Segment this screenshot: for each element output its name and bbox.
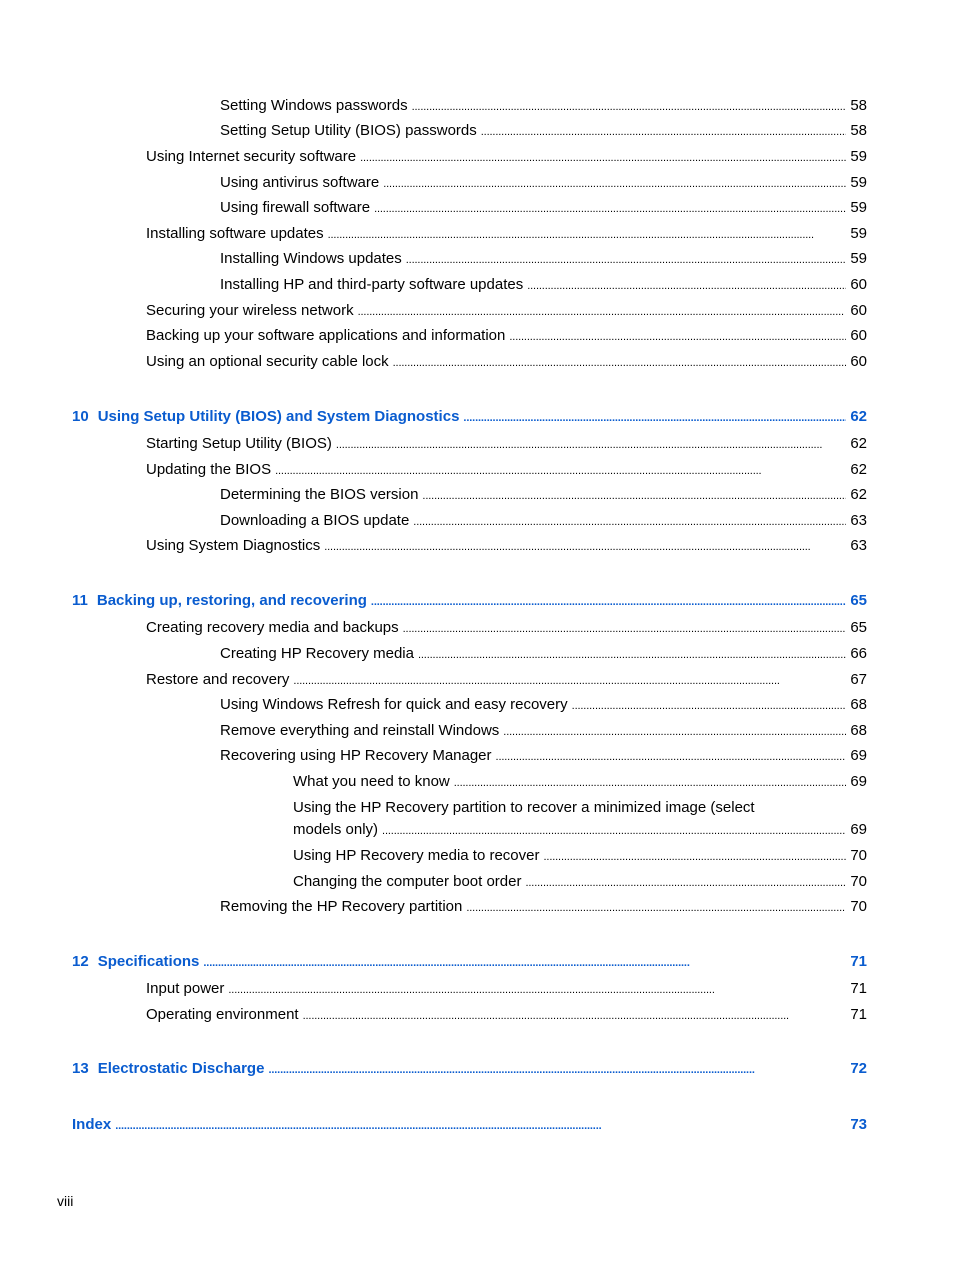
dot-leader	[115, 1114, 846, 1137]
dot-leader	[328, 223, 847, 246]
dot-leader	[374, 197, 846, 220]
dot-leader	[496, 745, 847, 768]
toc-entry-title: Using System Diagnostics	[146, 537, 321, 554]
toc-entry-page: 60	[850, 327, 867, 344]
chapter-title-text: Using Setup Utility (BIOS) and System Diagnostics	[97, 408, 460, 425]
toc-entry-title: Downloading a BIOS update	[220, 512, 410, 529]
toc-entry-title: Input power	[146, 980, 225, 997]
toc-chapter-title	[72, 406, 459, 428]
toc-entry[interactable]	[220, 745, 867, 768]
toc-entry[interactable]	[220, 720, 867, 743]
chapter-number: 10	[72, 408, 89, 425]
toc-index[interactable]	[72, 1114, 867, 1137]
toc-chapter-page: 71	[850, 953, 867, 970]
toc-index-page: 73	[850, 1116, 867, 1133]
toc-entry[interactable]	[146, 433, 867, 456]
toc-entry[interactable]	[146, 351, 867, 374]
toc-entry[interactable]	[220, 95, 867, 118]
toc-entry[interactable]	[220, 896, 867, 919]
toc-entry-title: Recovering using HP Recovery Manager	[220, 747, 492, 764]
toc-entry-page: 69	[850, 773, 867, 790]
chapter-number: 12	[72, 953, 89, 970]
toc-entry[interactable]	[293, 771, 867, 794]
toc-chapter-12[interactable]	[72, 951, 867, 974]
dot-leader	[358, 300, 847, 323]
toc-entry-title: Removing the HP Recovery partition	[220, 898, 463, 915]
dot-leader	[481, 120, 847, 143]
toc-chapter-13[interactable]	[72, 1058, 867, 1081]
page-number: viii	[57, 1193, 74, 1209]
toc-entry[interactable]	[220, 510, 867, 533]
toc-entry-page: 59	[850, 174, 867, 191]
toc-entry-page: 70	[850, 898, 867, 915]
toc-entry-title: What you need to know	[293, 773, 450, 790]
toc-entry[interactable]	[293, 819, 867, 842]
toc-entry-title: Determining the BIOS version	[220, 486, 419, 503]
dot-leader	[406, 248, 847, 271]
toc-entry[interactable]	[220, 484, 867, 507]
toc-entry-title: Setting Windows passwords	[220, 97, 408, 114]
toc-chapter-title	[72, 1058, 264, 1080]
dot-leader	[466, 896, 846, 919]
toc-entry-page: 71	[850, 1006, 867, 1023]
dot-leader	[360, 146, 846, 169]
toc-chapter-page: 65	[850, 592, 867, 609]
toc-entry-title: Installing HP and third-party software updates	[220, 276, 524, 293]
toc-entry-title: Using Internet security software	[146, 148, 357, 165]
dot-leader	[412, 95, 847, 118]
chapter-title-text: Backing up, restoring, and recovering	[96, 592, 367, 609]
dot-leader	[203, 951, 846, 974]
toc-entry-page: 69	[850, 747, 867, 764]
toc-entry-title: Installing software updates	[146, 225, 324, 242]
dot-leader	[454, 771, 847, 794]
toc-entry-page: 58	[850, 122, 867, 139]
toc-entry-page: 70	[850, 873, 867, 890]
toc-entry[interactable]	[146, 146, 867, 169]
dot-leader	[544, 845, 847, 868]
toc-entry[interactable]	[146, 300, 867, 323]
dot-leader	[393, 351, 847, 374]
toc-entry[interactable]	[293, 845, 867, 868]
toc-entry[interactable]	[146, 617, 867, 640]
dot-leader	[403, 617, 847, 640]
toc-entry[interactable]	[146, 1004, 867, 1027]
toc-chapter-title	[72, 951, 199, 973]
dot-leader	[383, 172, 846, 195]
dot-leader	[418, 643, 846, 666]
toc-chapter-page: 72	[850, 1060, 867, 1077]
toc-entry-page: 59	[850, 250, 867, 267]
dot-leader	[527, 274, 846, 297]
dot-leader	[336, 433, 846, 456]
toc-entry-page: 59	[850, 225, 867, 242]
toc-entry-page: 67	[850, 671, 867, 688]
dot-leader	[572, 694, 847, 717]
dot-leader	[303, 1004, 847, 1027]
toc-entry-title: Creating HP Recovery media	[220, 645, 414, 662]
toc-entry-title: Setting Setup Utility (BIOS) passwords	[220, 122, 477, 139]
toc-entry[interactable]	[293, 871, 867, 894]
toc-entry-title: Operating environment	[146, 1006, 299, 1023]
toc-entry-title: Using HP Recovery media to recover	[293, 847, 540, 864]
toc-entry-page: 66	[850, 645, 867, 662]
toc-entry-page: 65	[850, 619, 867, 636]
chapter-title-text: Electrostatic Discharge	[97, 1060, 265, 1077]
dot-leader	[228, 978, 846, 1001]
dot-leader	[382, 819, 846, 842]
toc-entry[interactable]	[220, 643, 867, 666]
dot-leader	[463, 406, 846, 429]
toc-entry-page: 60	[850, 302, 867, 319]
toc-entry-title: Securing your wireless network	[146, 302, 354, 319]
toc-entry-title: Updating the BIOS	[146, 461, 272, 478]
toc-entry[interactable]	[146, 325, 867, 348]
toc-entry-title: Using antivirus software	[220, 174, 380, 191]
toc-entry-page: 63	[850, 512, 867, 529]
toc-entry-title: models only)	[293, 821, 379, 838]
toc-entry-page: 60	[850, 353, 867, 370]
toc-chapter-page: 62	[850, 408, 867, 425]
toc-entry-page: 62	[850, 486, 867, 503]
toc-entry-title: Creating recovery media and backups	[146, 619, 399, 636]
toc-entry-page: 68	[850, 696, 867, 713]
dot-leader	[509, 325, 846, 348]
toc-chapter-10[interactable]	[72, 406, 867, 429]
toc-entry[interactable]	[146, 223, 867, 246]
toc-entry-title: Using firewall software	[220, 199, 371, 216]
toc-entry[interactable]	[220, 694, 867, 717]
chapter-number: 13	[72, 1060, 89, 1077]
toc-entry[interactable]	[146, 669, 867, 692]
toc-entry-title: Changing the computer boot order	[293, 873, 522, 890]
toc-entry-title: Backing up your software applications and information	[146, 327, 506, 344]
toc-entry[interactable]	[146, 459, 867, 482]
toc-entry-page: 63	[850, 537, 867, 554]
toc-entry[interactable]	[220, 248, 867, 271]
dot-leader	[371, 590, 846, 613]
toc-entry[interactable]	[220, 274, 867, 297]
toc-entry-page: 58	[850, 97, 867, 114]
chapter-title-text: Specifications	[97, 953, 200, 970]
toc-chapter-title	[72, 590, 367, 612]
toc-entry-title: Remove everything and reinstall Windows	[220, 722, 500, 739]
toc-entry[interactable]	[220, 172, 867, 195]
toc-entry-title: Using Windows Refresh for quick and easy recovery	[220, 696, 568, 713]
toc-entry-page: 59	[850, 148, 867, 165]
toc-entry-title: Using an optional security cable lock	[146, 353, 389, 370]
dot-leader	[525, 871, 846, 894]
dot-leader	[413, 510, 846, 533]
toc-entry[interactable]	[146, 535, 867, 558]
dot-leader	[503, 720, 846, 743]
dot-leader	[324, 535, 846, 558]
dot-leader	[422, 484, 846, 507]
toc-entry-page: 69	[850, 821, 867, 838]
dot-leader	[268, 1058, 846, 1081]
toc-entry-title: Starting Setup Utility (BIOS)	[146, 435, 332, 452]
toc-index-title: Index	[72, 1116, 112, 1133]
toc-chapter-11[interactable]	[72, 590, 867, 613]
toc-entry[interactable]	[146, 978, 867, 1001]
toc-entry-page: 71	[850, 980, 867, 997]
toc-entry[interactable]	[220, 197, 867, 220]
toc-entry-page: 60	[850, 276, 867, 293]
toc-entry-title-line1[interactable]: Using the HP Recovery partition to recover a minimized image (select	[293, 799, 755, 816]
toc-entry-page: 70	[850, 847, 867, 864]
toc-entry-title: Installing Windows updates	[220, 250, 402, 267]
toc-entry-page: 59	[850, 199, 867, 216]
dot-leader	[275, 459, 846, 482]
dot-leader	[293, 669, 846, 692]
toc-entry-page: 68	[850, 722, 867, 739]
toc-entry-page: 62	[850, 461, 867, 478]
toc-entry-title: Restore and recovery	[146, 671, 290, 688]
toc-entry-page: 62	[850, 435, 867, 452]
toc-entry[interactable]	[220, 120, 867, 143]
chapter-number: 11	[72, 592, 88, 609]
